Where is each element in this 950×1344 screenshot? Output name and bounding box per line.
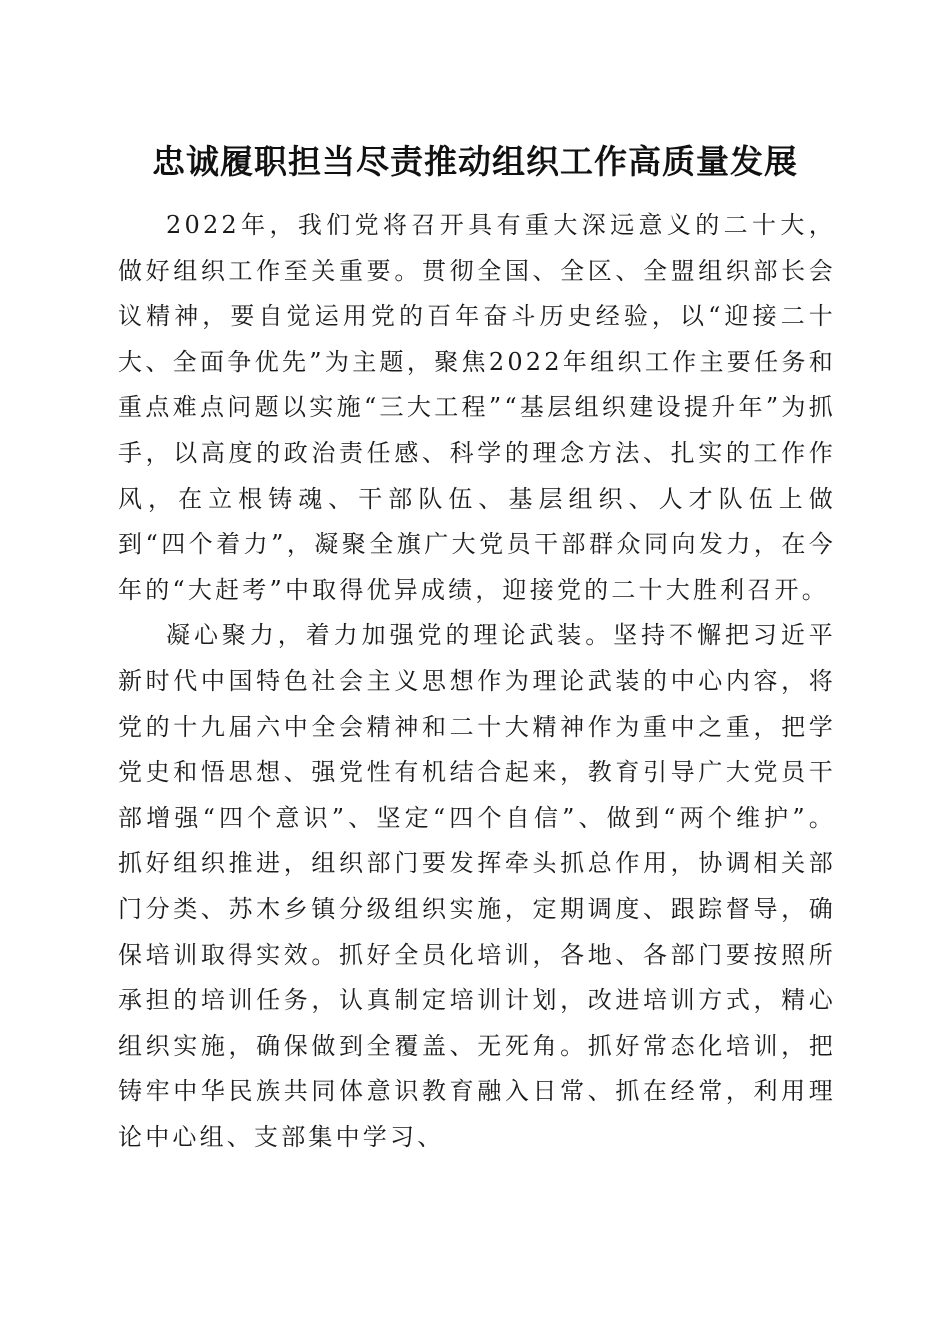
paragraph-intro: 2022年，我们党将召开具有重大深远意义的二十大，做好组织工作至关重要。贯彻全国、全区、全盟组织部长会议精神，要自觉运用党的百年奋斗历史经验，以“迎接二十大、全面争优先”为主题，聚焦2022年组织工作主要任务和重点难点问题以实施“三大工程”“基层组织建设提升年”为抓手，以高度的政治责任感、科学的理念方法、扎实的工作作风，在立根铸魂、干部队伍、基层组织、人才队伍上做到“四个着力”，凝聚全旗广大党员干部群众同向发力，在今年的“大赶考”中取得优异成绩，迎接党的二十大胜利召开。 bbox=[118, 211, 836, 604]
paragraph-theory-armament: 凝心聚力，着力加强党的理论武装。坚持不懈把习近平新时代中国特色社会主义思想作为理论武装的中心内容，将党的十九届六中全会精神和二十大精神作为重中之重，把学党史和悟思想、强党性有机结合起来，教育引导广大党员干部增强“四个意识”、坚定“四个自信”、做到“两个维护”。抓好组织推进，组织部门要发挥牵头抓总作用，协调相关部门分类、苏木乡镇分级组织实施，定期调度、跟踪督导，确保培训取得实效。抓好全员化培训，各地、各部门要按照所承担的培训任务，认真制定培训计划，改进培训方式，精心组织实施，确保做到全覆盖、无死角。抓好常态化培训，把铸牢中华民族共同体意识教育融入日常、抓在经常，利用理论中心组、支部集中学习、 bbox=[118, 621, 836, 1151]
document-title: 忠诚履职担当尽责推动组织工作高质量发展 bbox=[152, 142, 798, 181]
document-body bbox=[118, 203, 836, 1160]
